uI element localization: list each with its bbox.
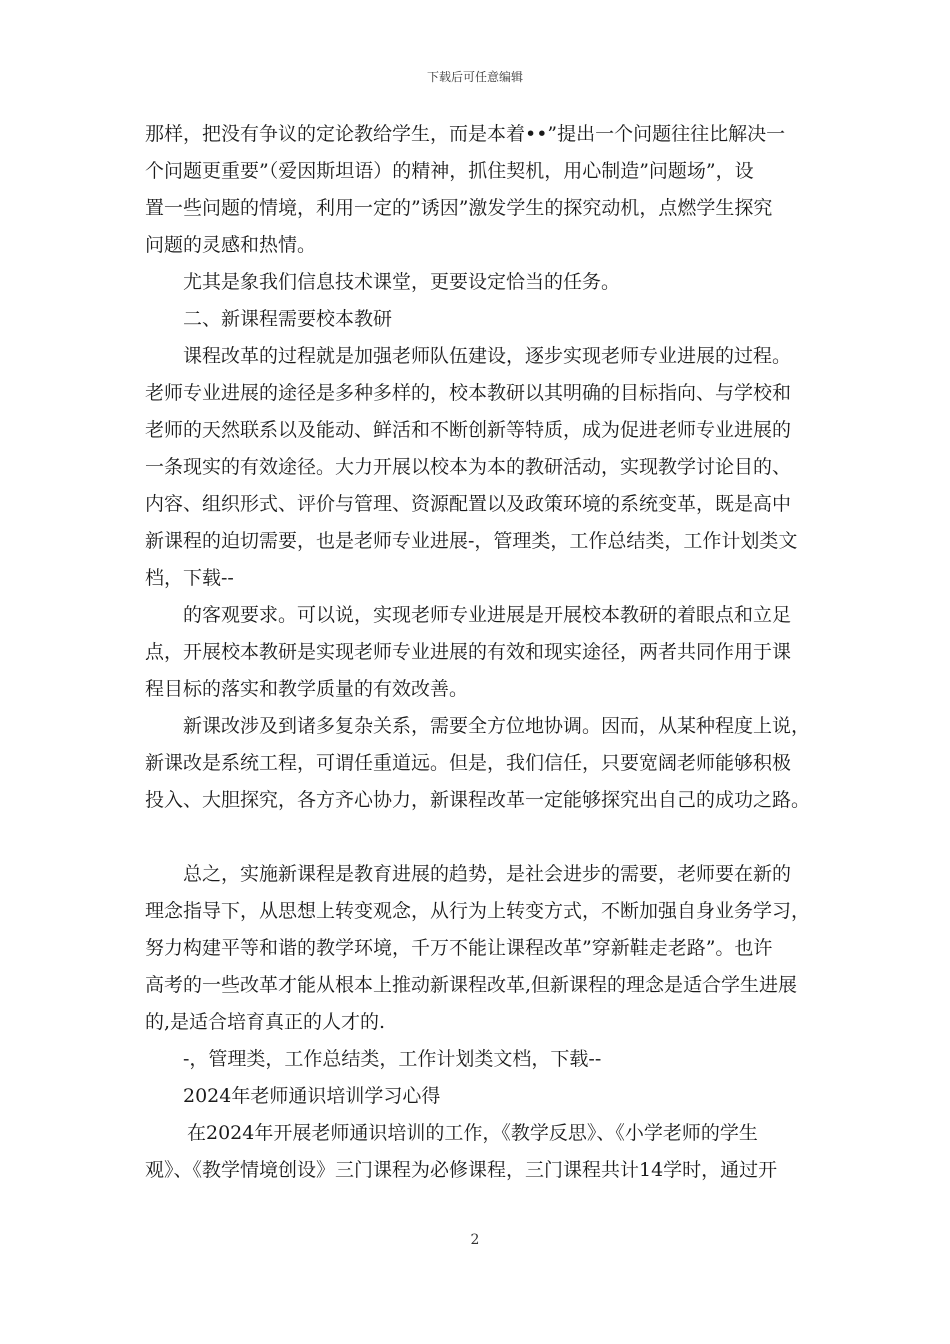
text-line: 新课改是系统工程，可谓任重道远。但是，我们信任，只要宽阔老师能够积极	[145, 752, 792, 774]
text-line: 的,是适合培育真正的人才的.	[145, 1011, 386, 1033]
document-body	[145, 116, 825, 1189]
text-line: 老师的天然联系以及能动、鲜活和不断创新等特质，成为促进老师专业进展的	[145, 419, 792, 441]
text-line: 投入、大胆探究，各方齐心协力，新课程改革一定能够探究出自己的成功之路。	[145, 789, 811, 811]
text-line: 在2024年开展老师通识培训的工作，《教学反思》、《小学老师的学生	[187, 1122, 758, 1144]
text-line: 理念指导下，从思想上转变观念，从行为上转变方式，不断加强自身业务学习，	[145, 900, 811, 922]
text-line: 观》、《教学情境创设》三门课程为必修课程，三门课程共计14学时，通过开	[145, 1159, 778, 1181]
text-line: 新课程的迫切需要，也是老师专业进展-，管理类，工作总结类，工作计划类文	[145, 530, 798, 552]
paragraph-1	[145, 116, 825, 264]
text-line: 的客观要求。可以说，实现老师专业进展是开展校本教研的着眼点和立足	[183, 604, 792, 626]
text-line: -，管理类，工作总结类，工作计划类文档，下载--	[183, 1048, 602, 1070]
text-line: 个问题更重要”（爱因斯坦语）的精神，抓住契机，用心制造”问题场”，设	[145, 160, 754, 182]
text-line: 内容、组织形式、评价与管理、资源配置以及政策环境的系统变革，既是高中	[145, 493, 792, 515]
paragraph-8	[145, 1041, 825, 1078]
paragraph-5	[145, 597, 825, 708]
text-line: 程目标的落实和教学质量的有效改善。	[145, 678, 469, 700]
paragraph-7	[145, 856, 825, 1041]
text-line: 尤其是象我们信息技术课堂，更要设定恰当的任务。	[183, 271, 621, 293]
text-line: 新课改涉及到诸多复杂关系，需要全方位地协调。因而，从某种程度上说，	[183, 715, 811, 737]
paragraph-10	[145, 1115, 825, 1189]
text-line: 问题的灵感和热情。	[145, 234, 317, 256]
text-line: 那样，把没有争议的定论教给学生，而是本着••”提出一个问题往往比解决一	[145, 123, 786, 145]
text-line: 总之，实施新课程是教育进展的趋势，是社会进步的需要，老师要在新的	[183, 863, 792, 885]
text-line: 课程改革的过程就是加强老师队伍建设，逐步实现老师专业进展的过程。	[183, 345, 792, 367]
paragraph-2	[145, 264, 825, 301]
text-line: 努力构建平等和谐的教学环境，千万不能让课程改革”穿新鞋走老路”。也许	[145, 937, 773, 959]
heading-line: 二、新课程需要校本教研	[183, 308, 393, 330]
heading-line: 2024年老师通识培训学习心得	[183, 1085, 441, 1107]
paragraph-4	[145, 338, 825, 597]
text-line: 档，下载--	[145, 567, 234, 589]
text-line: 点，开展校本教研是实现老师专业进展的有效和现实途径，两者共同作用于课	[145, 641, 792, 663]
text-line: 一条现实的有效途径。大力开展以校本为本的教研活动，实现教学讨论目的、	[145, 456, 792, 478]
section-heading	[145, 301, 825, 338]
article-title	[145, 1078, 825, 1115]
text-line: 置一些问题的情境，利用一定的”诱因”激发学生的探究动机，点燃学生探究	[145, 197, 773, 219]
page-number: 2	[470, 1232, 480, 1248]
page-header: 下载后可任意编辑	[426, 70, 523, 84]
text-line: 高考的一些改革才能从根本上推动新课程改革,但新课程的理念是适合学生进展	[145, 974, 798, 996]
paragraph-6	[145, 708, 825, 819]
blank-line	[145, 819, 825, 856]
text-line: 老师专业进展的途径是多种多样的，校本教研以其明确的目标指向、与学校和	[145, 382, 792, 404]
